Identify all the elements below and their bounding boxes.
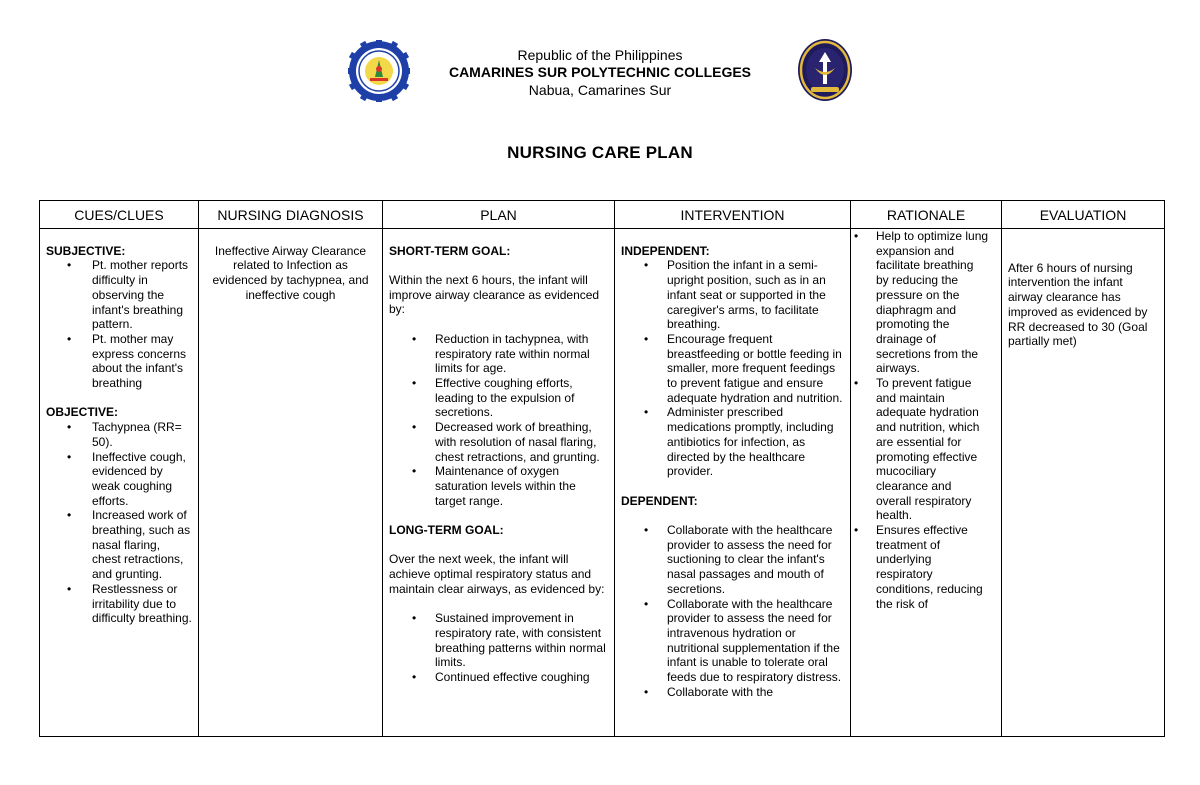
column-header-intervention: INTERVENTION xyxy=(615,201,851,229)
long-term-goal-text: Over the next week, the infant will achieve optimal respiratory status and maintain clear airways, as evidenced by: xyxy=(389,552,605,596)
rationale-cell xyxy=(851,229,1002,737)
list-item: • Position the infant in a semi-upright position, such as in an infant seat or supported in the caregiver's arms, to facilitate breathing. xyxy=(621,258,844,332)
list-item: • Effective coughing efforts, leading to the expulsion of secretions. xyxy=(389,376,608,420)
list-item: • Continued effective coughing xyxy=(389,670,608,685)
college-location: Nabua, Camarines Sur xyxy=(528,82,672,98)
list-item: • To prevent fatigue and maintain adequate hydration and nutrition, which are essential for promoting effective mucociliary clearance and overall respiratory health. xyxy=(851,376,995,523)
independent-list xyxy=(621,258,844,479)
nursing-seal-icon xyxy=(797,38,853,102)
intervention-cell xyxy=(615,229,851,737)
list-item: • Encourage frequent breastfeeding or bottle feeding in smaller, more frequent feedings to prevent fatigue and ensure adequate hydration and nutrition. xyxy=(621,332,844,406)
table-row xyxy=(40,229,1165,737)
table-header-row xyxy=(40,201,1165,229)
list-item: • Administer prescribed medications promptly, including antibiotics for infection, as directed by the healthcare provider. xyxy=(621,405,844,479)
list-item: • Decreased work of breathing, with resolution of nasal flaring, chest retractions, and grunting. xyxy=(389,420,608,464)
page-title: NURSING CARE PLAN xyxy=(507,143,693,162)
list-item: • Tachypnea (RR= 50). xyxy=(46,420,192,449)
dependent-label: DEPENDENT: xyxy=(621,493,698,508)
nursing-care-plan-table xyxy=(39,200,1165,737)
evaluation-cell xyxy=(1002,229,1165,737)
short-term-goal-list xyxy=(389,332,608,508)
column-header-diagnosis: NURSING DIAGNOSIS xyxy=(199,201,383,229)
list-item: • Maintenance of oxygen saturation levels within the target range. xyxy=(389,464,608,508)
list-item: • Help to optimize lung expansion and facilitate breathing by reducing the pressure on the diaphragm and promoting the drainage of secretions from the airways. xyxy=(851,229,995,376)
column-header-evaluation: EVALUATION xyxy=(1002,201,1165,229)
list-item: • Pt. mother may express concerns about the infant's breathing xyxy=(46,332,192,391)
document-header xyxy=(0,0,1200,120)
college-name: CAMARINES SUR POLYTECHNIC COLLEGES xyxy=(448,64,752,80)
column-header-plan: PLAN xyxy=(383,201,615,229)
republic-line: Republic of the Philippines xyxy=(517,47,683,63)
list-item: • Ineffective cough, evidenced by weak coughing efforts. xyxy=(46,450,192,509)
independent-label: INDEPENDENT: xyxy=(621,243,710,258)
list-item: • Restlessness or irritability due to difficulty breathing. xyxy=(46,582,192,626)
list-item: • Ensures effective treatment of underlying respiratory conditions, reducing the risk of xyxy=(851,523,995,611)
dependent-list xyxy=(621,523,844,699)
evaluation-text: After 6 hours of nursing intervention the infant airway clearance has improved as evidenced by RR decreased to 30 (Goal partially met) xyxy=(1008,260,1148,349)
list-item: • Collaborate with the xyxy=(621,685,844,700)
cues-cell xyxy=(40,229,199,737)
list-item: • Pt. mother reports difficulty in observing the infant's breathing pattern. xyxy=(46,258,192,332)
subjective-label: SUBJECTIVE: xyxy=(46,243,126,258)
objective-label: OBJECTIVE: xyxy=(46,405,119,420)
short-term-goal-text: Within the next 6 hours, the infant will improve airway clearance as evidenced by: xyxy=(389,273,600,317)
long-term-goal-label: LONG-TERM GOAL: xyxy=(389,523,504,537)
diagnosis-text: Ineffective Airway Clearance related to Infection as evidenced by tachypnea, and ineffective cough xyxy=(212,243,369,302)
list-item: • Increased work of breathing, such as nasal flaring, chest retractions, and grunting. xyxy=(46,508,192,582)
list-item: • Sustained improvement in respiratory rate, with consistent breathing patterns within normal limits. xyxy=(389,611,608,670)
list-item: • Collaborate with the healthcare provider to assess the need for suctioning to clear the infant's nasal passages and mouth of secretions. xyxy=(621,523,844,597)
diagnosis-cell xyxy=(199,229,383,737)
long-term-goal-list xyxy=(389,611,608,685)
institution-heading xyxy=(400,46,800,99)
list-item: • Collaborate with the healthcare provider to assess the need for intravenous hydration or nutritional supplementation if the infant is unable to tolerate oral feeds due to respiratory distress. xyxy=(621,597,844,685)
rationale-list xyxy=(851,229,995,611)
subjective-list xyxy=(46,258,192,390)
column-header-rationale: RATIONALE xyxy=(851,201,1002,229)
plan-cell xyxy=(383,229,615,737)
list-item: • Reduction in tachypnea, with respiratory rate within normal limits for age. xyxy=(389,332,608,376)
short-term-goal-label: SHORT-TERM GOAL: xyxy=(389,243,511,258)
column-header-cues: CUES/CLUES xyxy=(40,201,199,229)
objective-list xyxy=(46,420,192,626)
